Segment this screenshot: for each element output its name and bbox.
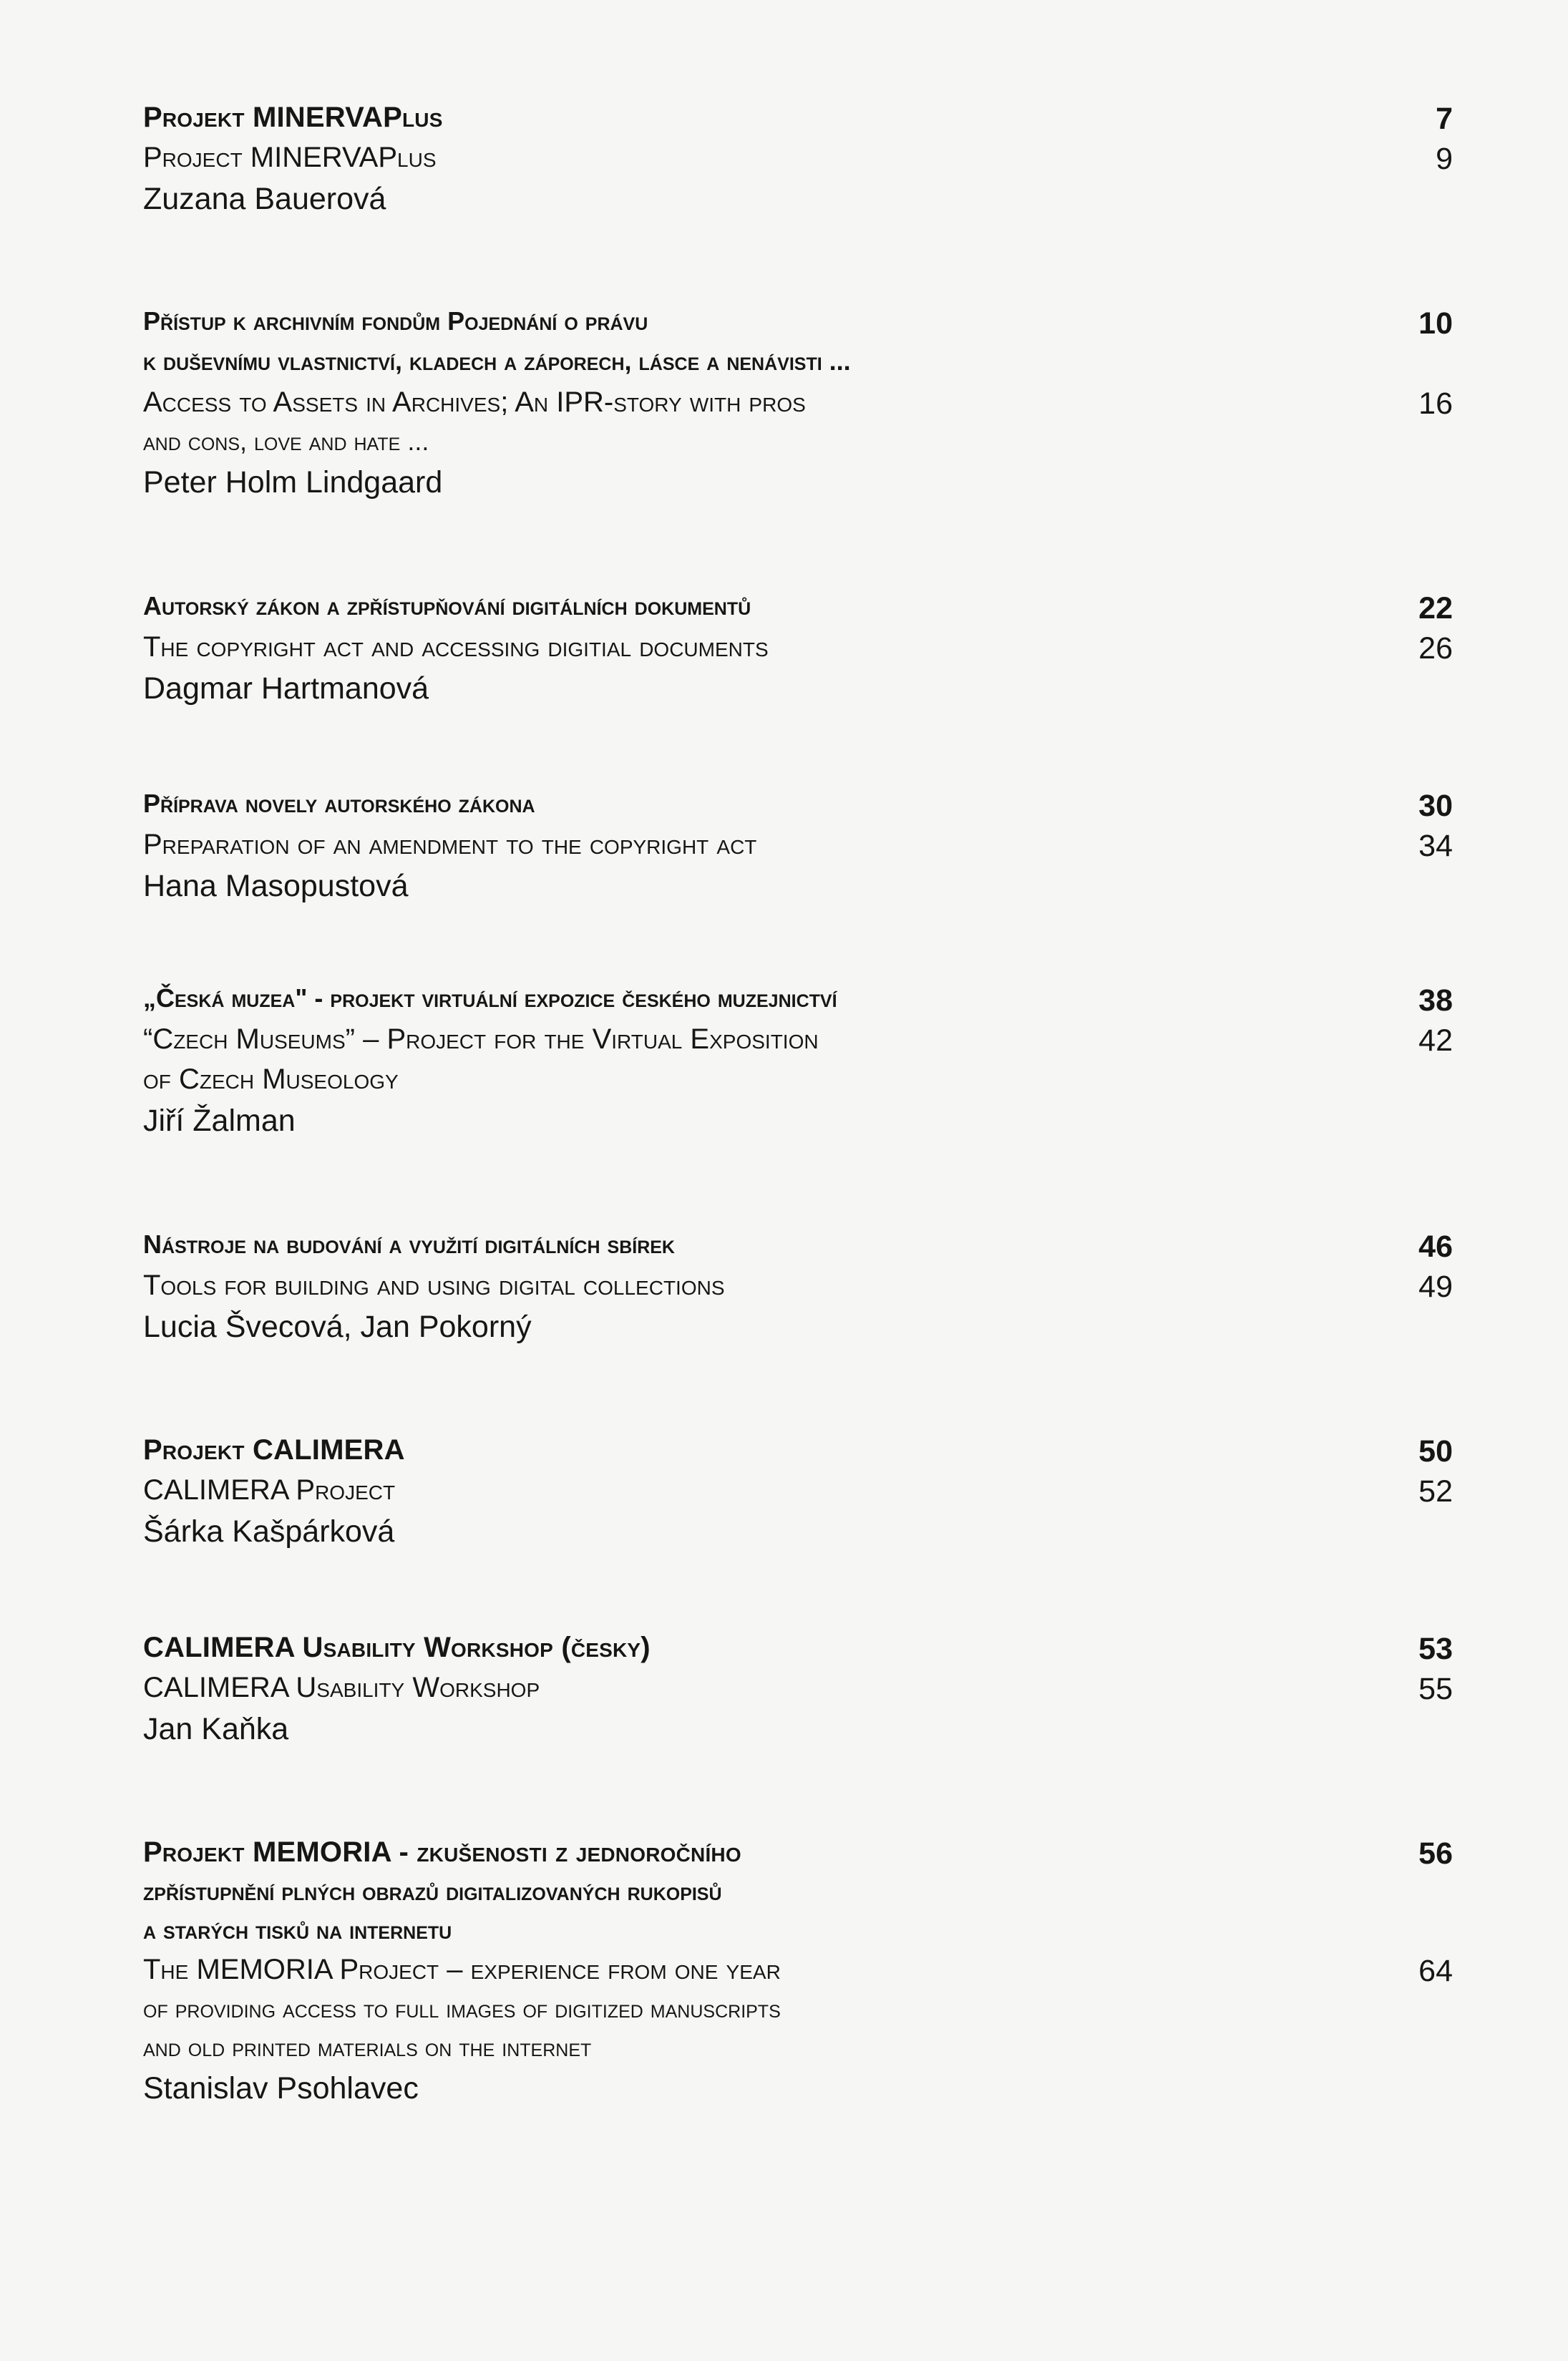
page-number: 56 — [1418, 1836, 1453, 1871]
page-number: 46 — [1418, 1230, 1453, 1264]
entry-title-en: Project MINERVAPlus — [143, 142, 437, 173]
toc-entry-5 — [143, 983, 1453, 1144]
entry-author: Zuzana Bauerová — [143, 182, 386, 216]
page-number: 64 — [1418, 1954, 1453, 1988]
page-number: 16 — [1418, 386, 1453, 421]
page-number: 26 — [1418, 631, 1453, 666]
entry-title-en: of providing access to full images of digitized manuscripts — [143, 1994, 781, 2023]
page-number: 42 — [1418, 1023, 1453, 1058]
page-number: 49 — [1418, 1270, 1453, 1304]
entry-title-en: CALIMERA Project — [143, 1474, 396, 1506]
entry-title-cz: a starých tisků na internetu — [143, 1915, 452, 1944]
entry-title-cz: Projekt MEMORIA - zkušenosti z jednoročního — [143, 1836, 741, 1868]
entry-title-en: The MEMORIA Project – experience from one year — [143, 1954, 781, 1985]
entry-title-cz: Přístup k archivním fondům Pojednání o právu — [143, 306, 648, 336]
entry-title-en: Access to Assets in Archives; An IPR-story with pros — [143, 386, 806, 418]
entry-title-cz: Projekt CALIMERA — [143, 1434, 405, 1466]
entry-title-en: “Czech Museums” – Project for the Virtual Exposition — [143, 1023, 819, 1055]
toc-entry-8 — [143, 1632, 1453, 1752]
entry-author: Jiří Žalman — [143, 1104, 296, 1138]
entry-title-en: CALIMERA Usability Workshop — [143, 1672, 540, 1703]
page-number: 53 — [1418, 1632, 1453, 1666]
entry-title-en: and old printed materials on the internet — [143, 2033, 592, 2062]
toc-entry-1 — [143, 102, 1453, 222]
page-number: 7 — [1436, 102, 1453, 136]
entry-title-cz: CALIMERA Usability Workshop (česky) — [143, 1632, 651, 1663]
entry-title-en: Preparation of an amendment to the copyright act — [143, 829, 757, 860]
entry-title-en: Tools for building and using digital collections — [143, 1270, 725, 1301]
entry-author: Stanislav Psohlavec — [143, 2071, 419, 2106]
toc-entry-9 — [143, 1836, 1453, 2111]
entry-title-cz: Projekt MINERVAPlus — [143, 102, 443, 133]
entry-author: Peter Holm Lindgaard — [143, 465, 443, 500]
page-number: 50 — [1418, 1434, 1453, 1469]
toc-entry-4 — [143, 789, 1453, 909]
page-number: 52 — [1418, 1474, 1453, 1509]
entry-title-en: of Czech Museology — [143, 1063, 399, 1095]
entry-title-en: and cons, love and hate ... — [143, 427, 429, 456]
entry-author: Lucia Švecová, Jan Pokorný — [143, 1310, 532, 1344]
toc-entry-2 — [143, 306, 1453, 505]
entry-title-cz: zpřístupnění plných obrazů digitalizovaných rukopisů — [143, 1876, 722, 1906]
page-number: 10 — [1418, 306, 1453, 341]
toc-entry-3 — [143, 591, 1453, 711]
entry-author: Hana Masopustová — [143, 869, 409, 903]
entry-title-cz: k duševnímu vlastnictví, kladech a záporech, lásce a nenávisti ... — [143, 346, 851, 376]
toc-entry-6 — [143, 1230, 1453, 1350]
toc-entry-7 — [143, 1434, 1453, 1554]
entry-title-en: The copyright act and accessing digitial documents — [143, 631, 769, 663]
entry-title-cz: Nástroje na budování a využití digitálních sbírek — [143, 1230, 675, 1259]
entry-title-cz: Autorský zákon a zpřístupňování digitálních dokumentů — [143, 591, 751, 620]
page-number: 22 — [1418, 591, 1453, 625]
page-number: 38 — [1418, 983, 1453, 1018]
entry-author: Jan Kaňka — [143, 1712, 289, 1746]
entry-title-cz: Příprava novely autorského zákona — [143, 789, 535, 818]
entry-author: Šárka Kašpárková — [143, 1514, 395, 1549]
entry-author: Dagmar Hartmanová — [143, 671, 429, 706]
page-number: 30 — [1418, 789, 1453, 823]
page-number: 34 — [1418, 829, 1453, 863]
page-number: 9 — [1436, 142, 1453, 176]
entry-title-cz: „Česká muzea" - projekt virtuální expozice českého muzejnictví — [143, 983, 837, 1013]
page-number: 55 — [1418, 1672, 1453, 1706]
